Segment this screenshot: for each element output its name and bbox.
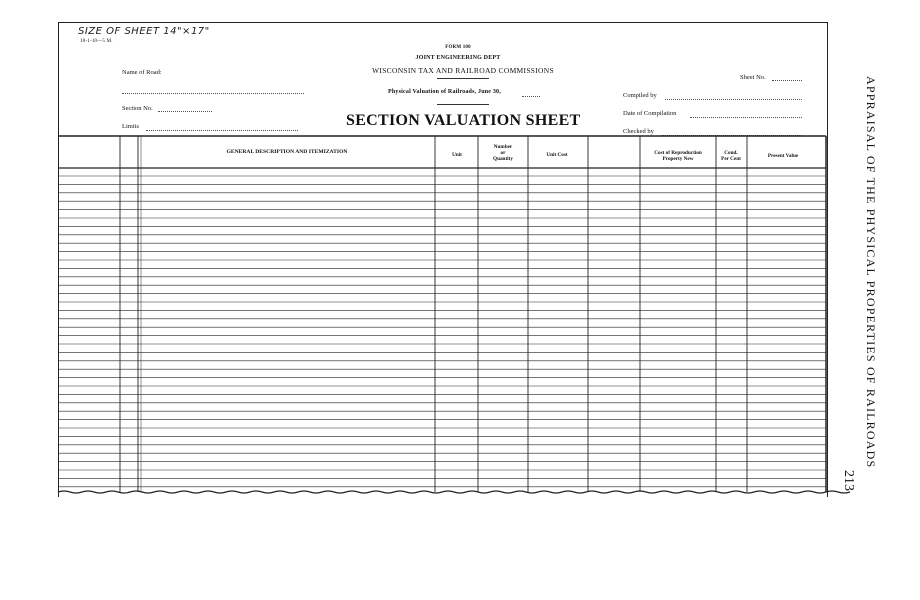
col-header-number <box>479 144 527 162</box>
cond-line-1: Cond. <box>724 150 738 156</box>
sheet-no-label: Sheet No. <box>740 74 766 81</box>
number-line-1: Number <box>493 144 513 150</box>
col-header-cost-reproduction <box>642 150 714 162</box>
page-number: 213 <box>841 470 856 491</box>
cost-line-1: Cost of Reproduction <box>654 150 702 156</box>
col-header-unit-cost: Unit Cost <box>546 152 568 158</box>
number-line-3: Quantity <box>493 156 513 162</box>
valuation-line: Physical Valuation of Railroads, June 30, <box>388 89 501 95</box>
col-header-present-value: Present Value <box>767 153 799 159</box>
page-caption: APPRAISAL OF THE PHYSICAL PROPERTIES OF RAILROADS <box>864 76 878 469</box>
cond-line-2: Per Cent <box>721 156 741 162</box>
department-name: JOINT ENGINEERING DEPT <box>415 55 501 61</box>
form-number: FORM 100 <box>445 45 471 50</box>
col-header-unit: Unit <box>452 152 462 158</box>
number-line-2: or <box>500 150 506 156</box>
date-of-compilation-label: Date of Compilation <box>623 110 677 117</box>
limits-label: Limits <box>122 123 139 130</box>
handwritten-size-note: SIZE OF SHEET 14"×17" <box>78 26 210 37</box>
print-code: 10-1-10—5 M. <box>80 39 113 44</box>
compiled-by-label: Compiled by <box>623 92 657 99</box>
col-header-description: GENERAL DESCRIPTION AND ITEMIZATION <box>226 149 348 155</box>
checked-by-label: Checked by <box>623 128 654 135</box>
col-header-condition <box>716 150 746 162</box>
sheet-title: SECTION VALUATION SHEET <box>346 112 581 129</box>
torn-bottom-edge <box>58 491 850 493</box>
name-of-road-label: Name of Road: <box>122 69 162 76</box>
section-no-label: Section No. <box>122 105 153 112</box>
cost-line-2: Property New <box>662 156 694 162</box>
commission-name: WISCONSIN TAX AND RAILROAD COMMISSIONS <box>372 66 554 75</box>
